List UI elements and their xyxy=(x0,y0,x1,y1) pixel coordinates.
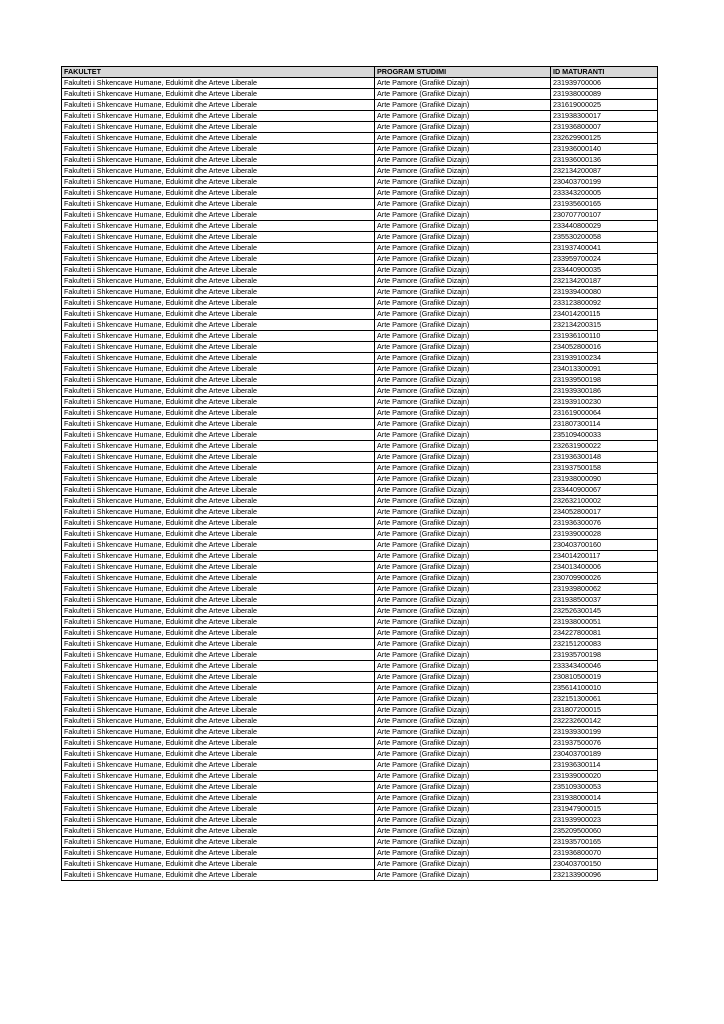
student-id-cell: 230403700150 xyxy=(551,859,658,870)
program-cell: Arte Pamore (Grafikë Dizajn) xyxy=(375,397,551,408)
faculty-cell: Fakulteti i Shkencave Humane, Edukimit dhe Arteve Liberale xyxy=(62,122,375,133)
table-row xyxy=(62,320,658,331)
table-row xyxy=(62,551,658,562)
faculty-cell: Fakulteti i Shkencave Humane, Edukimit dhe Arteve Liberale xyxy=(62,870,375,881)
faculty-cell: Fakulteti i Shkencave Humane, Edukimit dhe Arteve Liberale xyxy=(62,100,375,111)
student-id-cell: 234013400006 xyxy=(551,562,658,573)
faculty-cell: Fakulteti i Shkencave Humane, Edukimit dhe Arteve Liberale xyxy=(62,144,375,155)
faculty-cell: Fakulteti i Shkencave Humane, Edukimit dhe Arteve Liberale xyxy=(62,408,375,419)
program-cell: Arte Pamore (Grafikë Dizajn) xyxy=(375,870,551,881)
student-id-cell: 232526300145 xyxy=(551,606,658,617)
faculty-cell: Fakulteti i Shkencave Humane, Edukimit dhe Arteve Liberale xyxy=(62,485,375,496)
table-row xyxy=(62,716,658,727)
program-cell: Arte Pamore (Grafikë Dizajn) xyxy=(375,738,551,749)
student-id-cell: 231935700198 xyxy=(551,650,658,661)
student-id-cell: 231935700165 xyxy=(551,837,658,848)
program-cell: Arte Pamore (Grafikë Dizajn) xyxy=(375,386,551,397)
faculty-cell: Fakulteti i Shkencave Humane, Edukimit dhe Arteve Liberale xyxy=(62,683,375,694)
table-row xyxy=(62,705,658,716)
table-row xyxy=(62,694,658,705)
table-row xyxy=(62,859,658,870)
program-cell: Arte Pamore (Grafikë Dizajn) xyxy=(375,859,551,870)
student-id-cell: 233343400046 xyxy=(551,661,658,672)
student-id-cell: 233959700024 xyxy=(551,254,658,265)
table-row xyxy=(62,254,658,265)
faculty-cell: Fakulteti i Shkencave Humane, Edukimit dhe Arteve Liberale xyxy=(62,540,375,551)
faculty-cell: Fakulteti i Shkencave Humane, Edukimit dhe Arteve Liberale xyxy=(62,309,375,320)
table-row xyxy=(62,441,658,452)
faculty-cell: Fakulteti i Shkencave Humane, Edukimit dhe Arteve Liberale xyxy=(62,584,375,595)
program-cell: Arte Pamore (Grafikë Dizajn) xyxy=(375,144,551,155)
faculty-cell: Fakulteti i Shkencave Humane, Edukimit dhe Arteve Liberale xyxy=(62,496,375,507)
table-row xyxy=(62,419,658,430)
student-table xyxy=(61,66,658,881)
program-cell: Arte Pamore (Grafikë Dizajn) xyxy=(375,78,551,89)
student-id-cell: 232232600142 xyxy=(551,716,658,727)
faculty-cell: Fakulteti i Shkencave Humane, Edukimit dhe Arteve Liberale xyxy=(62,232,375,243)
faculty-cell: Fakulteti i Shkencave Humane, Edukimit dhe Arteve Liberale xyxy=(62,78,375,89)
student-id-cell: 234052800016 xyxy=(551,342,658,353)
spreadsheet-page xyxy=(61,66,657,881)
program-cell: Arte Pamore (Grafikë Dizajn) xyxy=(375,265,551,276)
student-id-cell: 232151200083 xyxy=(551,639,658,650)
program-cell: Arte Pamore (Grafikë Dizajn) xyxy=(375,463,551,474)
faculty-cell: Fakulteti i Shkencave Humane, Edukimit dhe Arteve Liberale xyxy=(62,89,375,100)
faculty-cell: Fakulteti i Shkencave Humane, Edukimit dhe Arteve Liberale xyxy=(62,133,375,144)
student-id-cell: 231938000090 xyxy=(551,474,658,485)
table-row xyxy=(62,738,658,749)
student-id-cell: 232632100002 xyxy=(551,496,658,507)
table-row xyxy=(62,133,658,144)
table-row xyxy=(62,870,658,881)
table-row xyxy=(62,749,658,760)
student-id-cell: 233440900035 xyxy=(551,265,658,276)
student-id-cell: 231938500037 xyxy=(551,595,658,606)
faculty-cell: Fakulteti i Shkencave Humane, Edukimit dhe Arteve Liberale xyxy=(62,771,375,782)
student-id-cell: 235530200058 xyxy=(551,232,658,243)
program-cell: Arte Pamore (Grafikë Dizajn) xyxy=(375,155,551,166)
table-row xyxy=(62,573,658,584)
table-row xyxy=(62,375,658,386)
program-column-header: PROGRAM STUDIMI xyxy=(375,67,551,78)
program-cell: Arte Pamore (Grafikë Dizajn) xyxy=(375,716,551,727)
table-row xyxy=(62,353,658,364)
faculty-cell: Fakulteti i Shkencave Humane, Edukimit dhe Arteve Liberale xyxy=(62,111,375,122)
program-cell: Arte Pamore (Grafikë Dizajn) xyxy=(375,452,551,463)
faculty-cell: Fakulteti i Shkencave Humane, Edukimit dhe Arteve Liberale xyxy=(62,848,375,859)
table-row xyxy=(62,265,658,276)
faculty-cell: Fakulteti i Shkencave Humane, Edukimit dhe Arteve Liberale xyxy=(62,386,375,397)
student-id-cell: 231939000020 xyxy=(551,771,658,782)
student-id-cell: 234052800017 xyxy=(551,507,658,518)
table-row xyxy=(62,298,658,309)
student-id-cell: 231937500076 xyxy=(551,738,658,749)
program-cell: Arte Pamore (Grafikë Dizajn) xyxy=(375,320,551,331)
student-id-cell: 231939900023 xyxy=(551,815,658,826)
faculty-cell: Fakulteti i Shkencave Humane, Edukimit dhe Arteve Liberale xyxy=(62,826,375,837)
student-id-cell: 231939000028 xyxy=(551,529,658,540)
table-row xyxy=(62,826,658,837)
program-cell: Arte Pamore (Grafikë Dizajn) xyxy=(375,540,551,551)
program-cell: Arte Pamore (Grafikë Dizajn) xyxy=(375,188,551,199)
program-cell: Arte Pamore (Grafikë Dizajn) xyxy=(375,419,551,430)
faculty-cell: Fakulteti i Shkencave Humane, Edukimit dhe Arteve Liberale xyxy=(62,320,375,331)
faculty-cell: Fakulteti i Shkencave Humane, Edukimit dhe Arteve Liberale xyxy=(62,507,375,518)
table-row xyxy=(62,221,658,232)
table-row xyxy=(62,650,658,661)
program-cell: Arte Pamore (Grafikë Dizajn) xyxy=(375,100,551,111)
faculty-cell: Fakulteti i Shkencave Humane, Edukimit dhe Arteve Liberale xyxy=(62,551,375,562)
table-row xyxy=(62,793,658,804)
table-row xyxy=(62,276,658,287)
faculty-cell: Fakulteti i Shkencave Humane, Edukimit dhe Arteve Liberale xyxy=(62,650,375,661)
program-cell: Arte Pamore (Grafikë Dizajn) xyxy=(375,430,551,441)
faculty-cell: Fakulteti i Shkencave Humane, Edukimit dhe Arteve Liberale xyxy=(62,430,375,441)
table-row xyxy=(62,540,658,551)
student-id-cell: 234227800081 xyxy=(551,628,658,639)
table-row xyxy=(62,606,658,617)
faculty-cell: Fakulteti i Shkencave Humane, Edukimit dhe Arteve Liberale xyxy=(62,694,375,705)
faculty-cell: Fakulteti i Shkencave Humane, Edukimit dhe Arteve Liberale xyxy=(62,298,375,309)
student-id-cell: 231938000014 xyxy=(551,793,658,804)
faculty-cell: Fakulteti i Shkencave Humane, Edukimit dhe Arteve Liberale xyxy=(62,738,375,749)
student-id-cell: 231939300186 xyxy=(551,386,658,397)
table-row xyxy=(62,122,658,133)
program-cell: Arte Pamore (Grafikë Dizajn) xyxy=(375,309,551,320)
table-row xyxy=(62,331,658,342)
program-cell: Arte Pamore (Grafikë Dizajn) xyxy=(375,166,551,177)
faculty-cell: Fakulteti i Shkencave Humane, Edukimit dhe Arteve Liberale xyxy=(62,837,375,848)
student-id-cell: 235209500060 xyxy=(551,826,658,837)
student-id-cell: 231947900015 xyxy=(551,804,658,815)
faculty-cell: Fakulteti i Shkencave Humane, Edukimit dhe Arteve Liberale xyxy=(62,793,375,804)
program-cell: Arte Pamore (Grafikë Dizajn) xyxy=(375,474,551,485)
faculty-cell: Fakulteti i Shkencave Humane, Edukimit dhe Arteve Liberale xyxy=(62,518,375,529)
faculty-cell: Fakulteti i Shkencave Humane, Edukimit dhe Arteve Liberale xyxy=(62,716,375,727)
program-cell: Arte Pamore (Grafikë Dizajn) xyxy=(375,287,551,298)
student-id-cell: 231939300199 xyxy=(551,727,658,738)
program-cell: Arte Pamore (Grafikë Dizajn) xyxy=(375,298,551,309)
student-id-cell: 230810500019 xyxy=(551,672,658,683)
program-cell: Arte Pamore (Grafikë Dizajn) xyxy=(375,815,551,826)
faculty-cell: Fakulteti i Shkencave Humane, Edukimit dhe Arteve Liberale xyxy=(62,705,375,716)
table-row xyxy=(62,188,658,199)
faculty-cell: Fakulteti i Shkencave Humane, Edukimit dhe Arteve Liberale xyxy=(62,265,375,276)
student-id-cell: 234014200117 xyxy=(551,551,658,562)
table-row xyxy=(62,485,658,496)
program-cell: Arte Pamore (Grafikë Dizajn) xyxy=(375,694,551,705)
table-row xyxy=(62,232,658,243)
program-cell: Arte Pamore (Grafikë Dizajn) xyxy=(375,210,551,221)
student-id-cell: 232134200315 xyxy=(551,320,658,331)
faculty-column-header: FAKULTET xyxy=(62,67,375,78)
faculty-cell: Fakulteti i Shkencave Humane, Edukimit dhe Arteve Liberale xyxy=(62,364,375,375)
faculty-cell: Fakulteti i Shkencave Humane, Edukimit dhe Arteve Liberale xyxy=(62,243,375,254)
table-row xyxy=(62,683,658,694)
student-id-cell: 230403700199 xyxy=(551,177,658,188)
program-cell: Arte Pamore (Grafikë Dizajn) xyxy=(375,254,551,265)
program-cell: Arte Pamore (Grafikë Dizajn) xyxy=(375,661,551,672)
program-cell: Arte Pamore (Grafikë Dizajn) xyxy=(375,584,551,595)
faculty-cell: Fakulteti i Shkencave Humane, Edukimit dhe Arteve Liberale xyxy=(62,375,375,386)
table-row xyxy=(62,309,658,320)
student-id-cell: 231939100230 xyxy=(551,397,658,408)
id-column-header: ID MATURANTI xyxy=(551,67,658,78)
faculty-cell: Fakulteti i Shkencave Humane, Edukimit dhe Arteve Liberale xyxy=(62,177,375,188)
faculty-cell: Fakulteti i Shkencave Humane, Edukimit dhe Arteve Liberale xyxy=(62,452,375,463)
table-row xyxy=(62,496,658,507)
student-id-cell: 231936800070 xyxy=(551,848,658,859)
faculty-cell: Fakulteti i Shkencave Humane, Edukimit dhe Arteve Liberale xyxy=(62,342,375,353)
table-row xyxy=(62,672,658,683)
student-id-cell: 231937500158 xyxy=(551,463,658,474)
table-row xyxy=(62,771,658,782)
program-cell: Arte Pamore (Grafikë Dizajn) xyxy=(375,826,551,837)
student-id-cell: 231936800007 xyxy=(551,122,658,133)
program-cell: Arte Pamore (Grafikë Dizajn) xyxy=(375,485,551,496)
table-row xyxy=(62,287,658,298)
student-id-cell: 230707700107 xyxy=(551,210,658,221)
faculty-cell: Fakulteti i Shkencave Humane, Edukimit dhe Arteve Liberale xyxy=(62,276,375,287)
faculty-cell: Fakulteti i Shkencave Humane, Edukimit dhe Arteve Liberale xyxy=(62,573,375,584)
program-cell: Arte Pamore (Grafikë Dizajn) xyxy=(375,650,551,661)
faculty-cell: Fakulteti i Shkencave Humane, Edukimit dhe Arteve Liberale xyxy=(62,859,375,870)
student-id-cell: 230403700189 xyxy=(551,749,658,760)
student-id-cell: 231936000140 xyxy=(551,144,658,155)
student-id-cell: 233123800092 xyxy=(551,298,658,309)
student-id-cell: 231936300114 xyxy=(551,760,658,771)
program-cell: Arte Pamore (Grafikë Dizajn) xyxy=(375,848,551,859)
program-cell: Arte Pamore (Grafikë Dizajn) xyxy=(375,562,551,573)
program-cell: Arte Pamore (Grafikë Dizajn) xyxy=(375,683,551,694)
program-cell: Arte Pamore (Grafikë Dizajn) xyxy=(375,375,551,386)
faculty-cell: Fakulteti i Shkencave Humane, Edukimit dhe Arteve Liberale xyxy=(62,155,375,166)
faculty-cell: Fakulteti i Shkencave Humane, Edukimit dhe Arteve Liberale xyxy=(62,760,375,771)
student-id-cell: 231938000051 xyxy=(551,617,658,628)
faculty-cell: Fakulteti i Shkencave Humane, Edukimit dhe Arteve Liberale xyxy=(62,397,375,408)
program-cell: Arte Pamore (Grafikë Dizajn) xyxy=(375,441,551,452)
faculty-cell: Fakulteti i Shkencave Humane, Edukimit dhe Arteve Liberale xyxy=(62,474,375,485)
program-cell: Arte Pamore (Grafikë Dizajn) xyxy=(375,133,551,144)
program-cell: Arte Pamore (Grafikë Dizajn) xyxy=(375,529,551,540)
student-id-cell: 235614100010 xyxy=(551,683,658,694)
table-row xyxy=(62,397,658,408)
table-row xyxy=(62,639,658,650)
faculty-cell: Fakulteti i Shkencave Humane, Edukimit dhe Arteve Liberale xyxy=(62,749,375,760)
student-id-cell: 231939800062 xyxy=(551,584,658,595)
faculty-cell: Fakulteti i Shkencave Humane, Edukimit dhe Arteve Liberale xyxy=(62,562,375,573)
table-row xyxy=(62,199,658,210)
program-cell: Arte Pamore (Grafikë Dizajn) xyxy=(375,331,551,342)
student-id-cell: 231939500198 xyxy=(551,375,658,386)
faculty-cell: Fakulteti i Shkencave Humane, Edukimit dhe Arteve Liberale xyxy=(62,331,375,342)
faculty-cell: Fakulteti i Shkencave Humane, Edukimit dhe Arteve Liberale xyxy=(62,606,375,617)
student-id-cell: 231936000136 xyxy=(551,155,658,166)
faculty-cell: Fakulteti i Shkencave Humane, Edukimit dhe Arteve Liberale xyxy=(62,661,375,672)
table-row xyxy=(62,474,658,485)
faculty-cell: Fakulteti i Shkencave Humane, Edukimit dhe Arteve Liberale xyxy=(62,463,375,474)
program-cell: Arte Pamore (Grafikë Dizajn) xyxy=(375,804,551,815)
table-row xyxy=(62,408,658,419)
table-row xyxy=(62,144,658,155)
program-cell: Arte Pamore (Grafikë Dizajn) xyxy=(375,672,551,683)
program-cell: Arte Pamore (Grafikë Dizajn) xyxy=(375,199,551,210)
table-row xyxy=(62,78,658,89)
program-cell: Arte Pamore (Grafikë Dizajn) xyxy=(375,507,551,518)
table-row xyxy=(62,837,658,848)
program-cell: Arte Pamore (Grafikë Dizajn) xyxy=(375,551,551,562)
table-row xyxy=(62,430,658,441)
student-id-cell: 232629900125 xyxy=(551,133,658,144)
faculty-cell: Fakulteti i Shkencave Humane, Edukimit dhe Arteve Liberale xyxy=(62,672,375,683)
student-id-cell: 233440800029 xyxy=(551,221,658,232)
faculty-cell: Fakulteti i Shkencave Humane, Edukimit dhe Arteve Liberale xyxy=(62,287,375,298)
program-cell: Arte Pamore (Grafikë Dizajn) xyxy=(375,639,551,650)
table-row xyxy=(62,529,658,540)
student-id-cell: 231936100110 xyxy=(551,331,658,342)
table-row xyxy=(62,815,658,826)
program-cell: Arte Pamore (Grafikë Dizajn) xyxy=(375,628,551,639)
program-cell: Arte Pamore (Grafikë Dizajn) xyxy=(375,606,551,617)
table-row xyxy=(62,782,658,793)
faculty-cell: Fakulteti i Shkencave Humane, Edukimit dhe Arteve Liberale xyxy=(62,628,375,639)
student-id-cell: 230709900026 xyxy=(551,573,658,584)
program-cell: Arte Pamore (Grafikë Dizajn) xyxy=(375,595,551,606)
program-cell: Arte Pamore (Grafikë Dizajn) xyxy=(375,617,551,628)
student-id-cell: 233440900067 xyxy=(551,485,658,496)
faculty-cell: Fakulteti i Shkencave Humane, Edukimit dhe Arteve Liberale xyxy=(62,782,375,793)
table-row xyxy=(62,243,658,254)
student-id-cell: 232631900022 xyxy=(551,441,658,452)
student-id-cell: 235109300053 xyxy=(551,782,658,793)
table-row xyxy=(62,89,658,100)
program-cell: Arte Pamore (Grafikë Dizajn) xyxy=(375,782,551,793)
student-id-cell: 231807300114 xyxy=(551,419,658,430)
student-id-cell: 231935600165 xyxy=(551,199,658,210)
faculty-cell: Fakulteti i Shkencave Humane, Edukimit dhe Arteve Liberale xyxy=(62,529,375,540)
table-row xyxy=(62,727,658,738)
faculty-cell: Fakulteti i Shkencave Humane, Edukimit dhe Arteve Liberale xyxy=(62,815,375,826)
table-row xyxy=(62,452,658,463)
faculty-cell: Fakulteti i Shkencave Humane, Edukimit dhe Arteve Liberale xyxy=(62,166,375,177)
table-row xyxy=(62,562,658,573)
table-row xyxy=(62,100,658,111)
student-id-cell: 231619000064 xyxy=(551,408,658,419)
faculty-cell: Fakulteti i Shkencave Humane, Edukimit dhe Arteve Liberale xyxy=(62,199,375,210)
student-id-cell: 234013300091 xyxy=(551,364,658,375)
student-id-cell: 232134200187 xyxy=(551,276,658,287)
faculty-cell: Fakulteti i Shkencave Humane, Edukimit dhe Arteve Liberale xyxy=(62,210,375,221)
table-row xyxy=(62,661,658,672)
program-cell: Arte Pamore (Grafikë Dizajn) xyxy=(375,122,551,133)
student-id-cell: 233343200005 xyxy=(551,188,658,199)
faculty-cell: Fakulteti i Shkencave Humane, Edukimit dhe Arteve Liberale xyxy=(62,804,375,815)
student-id-cell: 231938300017 xyxy=(551,111,658,122)
table-row xyxy=(62,507,658,518)
faculty-cell: Fakulteti i Shkencave Humane, Edukimit dhe Arteve Liberale xyxy=(62,727,375,738)
table-row xyxy=(62,804,658,815)
program-cell: Arte Pamore (Grafikë Dizajn) xyxy=(375,837,551,848)
student-id-cell: 231936300148 xyxy=(551,452,658,463)
faculty-cell: Fakulteti i Shkencave Humane, Edukimit dhe Arteve Liberale xyxy=(62,595,375,606)
table-row xyxy=(62,463,658,474)
program-cell: Arte Pamore (Grafikë Dizajn) xyxy=(375,408,551,419)
table-row xyxy=(62,364,658,375)
program-cell: Arte Pamore (Grafikë Dizajn) xyxy=(375,793,551,804)
program-cell: Arte Pamore (Grafikë Dizajn) xyxy=(375,518,551,529)
table-row xyxy=(62,111,658,122)
table-row xyxy=(62,155,658,166)
program-cell: Arte Pamore (Grafikë Dizajn) xyxy=(375,749,551,760)
table-row xyxy=(62,595,658,606)
student-id-cell: 231938000089 xyxy=(551,89,658,100)
faculty-cell: Fakulteti i Shkencave Humane, Edukimit dhe Arteve Liberale xyxy=(62,353,375,364)
program-cell: Arte Pamore (Grafikë Dizajn) xyxy=(375,89,551,100)
table-row xyxy=(62,342,658,353)
table-row xyxy=(62,584,658,595)
faculty-cell: Fakulteti i Shkencave Humane, Edukimit dhe Arteve Liberale xyxy=(62,617,375,628)
program-cell: Arte Pamore (Grafikë Dizajn) xyxy=(375,573,551,584)
student-id-cell: 231939400080 xyxy=(551,287,658,298)
table-header-row xyxy=(62,67,658,78)
table-row xyxy=(62,617,658,628)
student-id-cell: 232133900096 xyxy=(551,870,658,881)
program-cell: Arte Pamore (Grafikë Dizajn) xyxy=(375,496,551,507)
table-row xyxy=(62,177,658,188)
student-id-cell: 231936300076 xyxy=(551,518,658,529)
faculty-cell: Fakulteti i Shkencave Humane, Edukimit dhe Arteve Liberale xyxy=(62,419,375,430)
student-id-cell: 231807200015 xyxy=(551,705,658,716)
student-id-cell: 231937400041 xyxy=(551,243,658,254)
student-id-cell: 234014200115 xyxy=(551,309,658,320)
faculty-cell: Fakulteti i Shkencave Humane, Edukimit dhe Arteve Liberale xyxy=(62,254,375,265)
program-cell: Arte Pamore (Grafikë Dizajn) xyxy=(375,353,551,364)
student-id-cell: 231939100234 xyxy=(551,353,658,364)
student-id-cell: 230403700160 xyxy=(551,540,658,551)
program-cell: Arte Pamore (Grafikë Dizajn) xyxy=(375,111,551,122)
faculty-cell: Fakulteti i Shkencave Humane, Edukimit dhe Arteve Liberale xyxy=(62,188,375,199)
program-cell: Arte Pamore (Grafikë Dizajn) xyxy=(375,705,551,716)
table-row xyxy=(62,386,658,397)
program-cell: Arte Pamore (Grafikë Dizajn) xyxy=(375,342,551,353)
table-row xyxy=(62,210,658,221)
program-cell: Arte Pamore (Grafikë Dizajn) xyxy=(375,727,551,738)
faculty-cell: Fakulteti i Shkencave Humane, Edukimit dhe Arteve Liberale xyxy=(62,441,375,452)
student-id-cell: 235109400033 xyxy=(551,430,658,441)
program-cell: Arte Pamore (Grafikë Dizajn) xyxy=(375,364,551,375)
table-row xyxy=(62,166,658,177)
student-id-cell: 231619000025 xyxy=(551,100,658,111)
table-row xyxy=(62,760,658,771)
program-cell: Arte Pamore (Grafikë Dizajn) xyxy=(375,232,551,243)
student-id-cell: 232134200087 xyxy=(551,166,658,177)
faculty-cell: Fakulteti i Shkencave Humane, Edukimit dhe Arteve Liberale xyxy=(62,221,375,232)
program-cell: Arte Pamore (Grafikë Dizajn) xyxy=(375,221,551,232)
program-cell: Arte Pamore (Grafikë Dizajn) xyxy=(375,243,551,254)
program-cell: Arte Pamore (Grafikë Dizajn) xyxy=(375,276,551,287)
table-row xyxy=(62,628,658,639)
table-row xyxy=(62,518,658,529)
student-id-cell: 231939700006 xyxy=(551,78,658,89)
program-cell: Arte Pamore (Grafikë Dizajn) xyxy=(375,771,551,782)
table-row xyxy=(62,848,658,859)
student-id-cell: 232151300061 xyxy=(551,694,658,705)
faculty-cell: Fakulteti i Shkencave Humane, Edukimit dhe Arteve Liberale xyxy=(62,639,375,650)
program-cell: Arte Pamore (Grafikë Dizajn) xyxy=(375,177,551,188)
program-cell: Arte Pamore (Grafikë Dizajn) xyxy=(375,760,551,771)
table-body xyxy=(62,78,658,881)
